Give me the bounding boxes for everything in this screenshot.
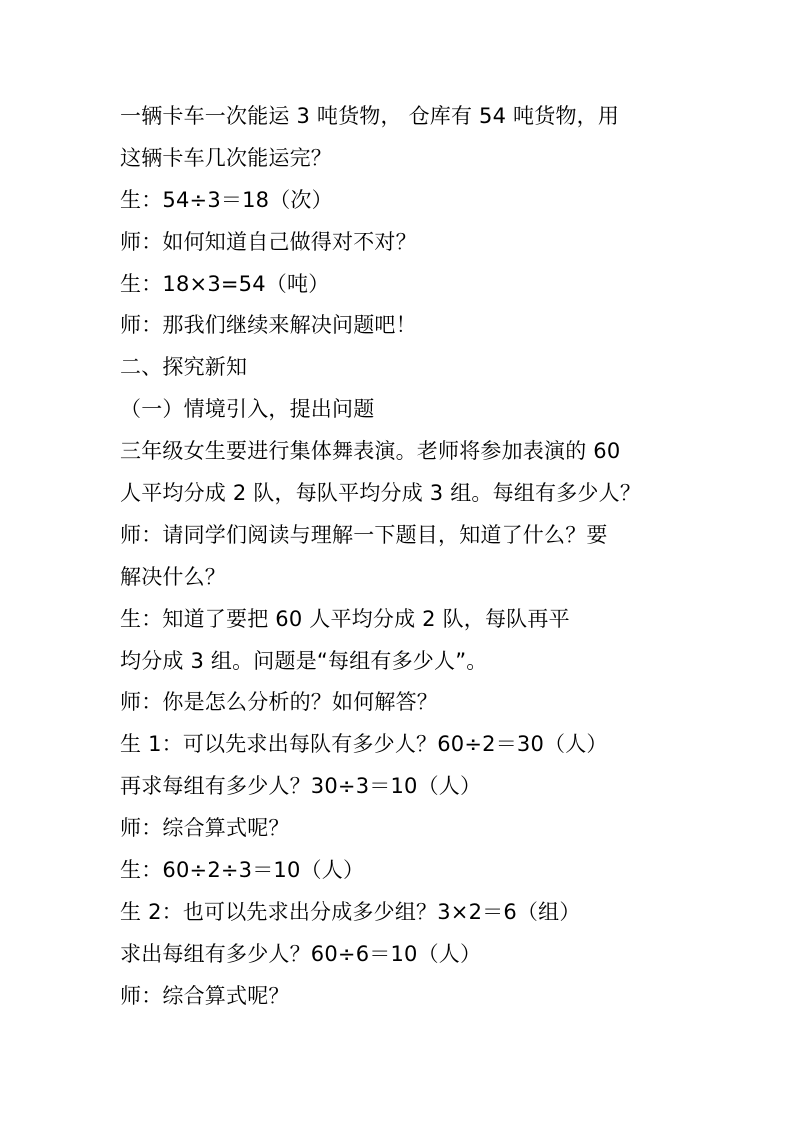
text-line: 解决什么？: [120, 564, 226, 589]
text-line: 三年级女生要进行集体舞表演。老师将参加表演的 60: [120, 439, 621, 464]
text-line: 生：18×3=54（吨）: [120, 271, 330, 296]
text-line: 生：知道了要把 60 人平均分成 2 队，每队再平: [120, 606, 570, 631]
text-line: 一辆卡车一次能运 3 吨货物， 仓库有 54 吨货物，用: [120, 104, 620, 128]
text-line: 人平均分成 2 队，每队平均分成 3 组。每组有多少人？: [120, 481, 642, 506]
text-line: 师：请同学们阅读与理解一下题目，知道了什么？要: [120, 522, 608, 547]
text-line: 师：综合算式呢？: [120, 983, 290, 1008]
document-body: [120, 96, 690, 1018]
text-line: 师：如何知道自己做得对不对？: [120, 229, 417, 254]
text-line: 师：那我们继续来解决问题吧！: [120, 313, 417, 338]
section-heading: 二、探究新知: [120, 355, 248, 380]
text-line: 求出每组有多少人？60÷6＝10（人）: [120, 941, 482, 966]
text-line: 师：你是怎么分析的？如何解答？: [120, 690, 438, 715]
text-line: 这辆卡车几次能运完？: [120, 145, 332, 170]
text-line: 生 2：也可以先求出分成多少组？3×2＝6（组）: [120, 899, 581, 924]
subsection-heading: （一）情境引入，提出问题: [120, 397, 375, 422]
text-line: 再求每组有多少人？30÷3＝10（人）: [120, 774, 482, 799]
text-line: 生：60÷2÷3＝10（人）: [120, 858, 365, 883]
text-line: 师：综合算式呢？: [120, 816, 290, 841]
text-line: 均分成 3 组。问题是“每组有多少人”。: [120, 648, 488, 673]
text-line: 生 1：可以先求出每队有多少人？60÷2＝30（人）: [120, 732, 608, 757]
text-line: 生：54÷3＝18（次）: [120, 187, 333, 212]
